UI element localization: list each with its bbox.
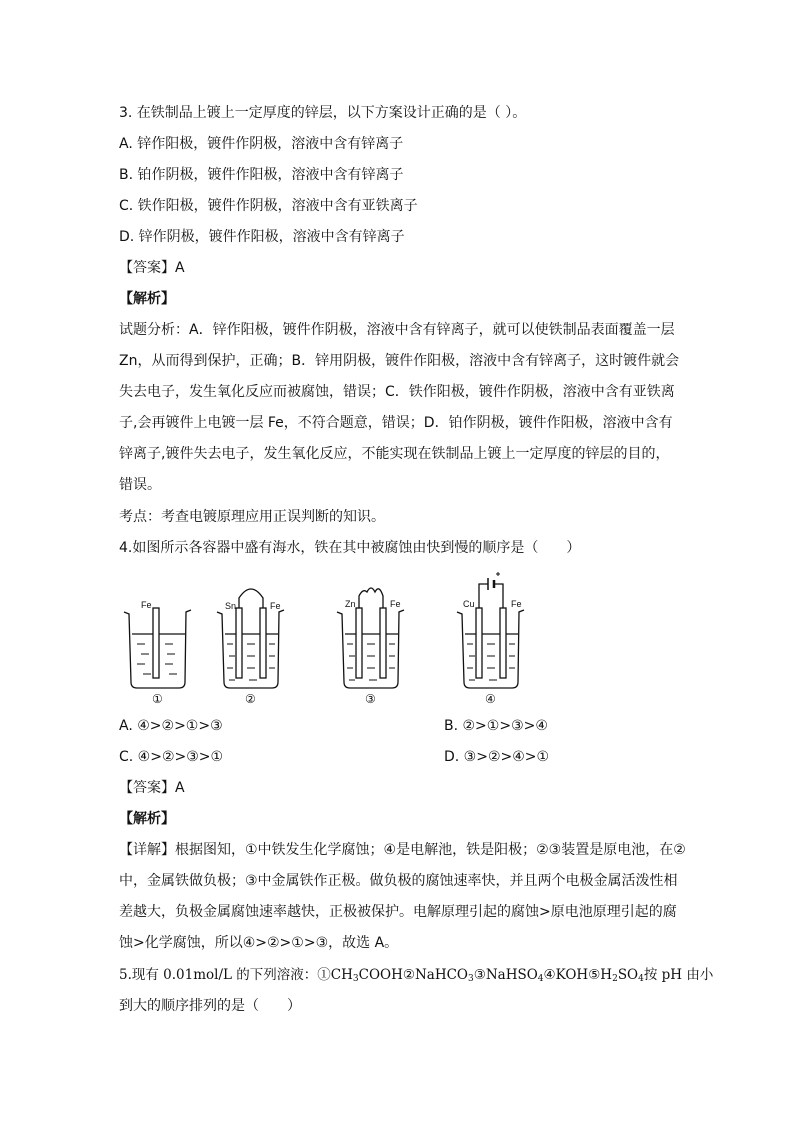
q3-analysis-title: 【解析】 (119, 291, 175, 307)
q5-sub: 4 (638, 974, 644, 984)
q4-analysis-body (119, 835, 686, 959)
b3-right-electrode-label: Fe (390, 599, 401, 609)
q4-stem: 4.如图所示各容器中盛有海水，铁在其中被腐蚀由快到慢的顺序是（ ） (119, 540, 581, 556)
beaker-2-label: ② (245, 692, 256, 706)
q4-option-d: D. ③>②>④>① (444, 749, 550, 765)
q3-analysis-line: 错误。 (119, 477, 161, 493)
beaker-1 (124, 608, 191, 688)
beaker-1-label: ① (152, 692, 163, 706)
q3-analysis-body (119, 315, 680, 501)
q4-analysis-line: 中，金属铁做负极；③中金属铁作正极。做负极的腐蚀速率快，并且两个电极金属活泼性相 (119, 873, 678, 889)
q5-sub: 3 (468, 974, 474, 984)
q4-analysis-title: 【解析】 (119, 811, 175, 827)
q3-kaodian: 考点：考查电镀原理应用正误判断的知识。 (119, 509, 385, 525)
q3-option-b: B. 铂作阴极，镀件作阳极，溶液中含有锌离子 (119, 167, 404, 183)
b4-right-electrode-label: Fe (511, 599, 522, 609)
q5-stem-part: 按 pH 由小 (643, 967, 714, 983)
q5-stem-line1 (119, 965, 713, 989)
q5-stem-part: COOH②NaHCO (358, 967, 468, 983)
b3-left-electrode-label: Zn (345, 599, 356, 609)
q4-option-a: A. ④>②>①>③ (119, 718, 223, 734)
q3-analysis-line: 试题分析：A．锌作阳极，镀件作阴极，溶液中含有锌离子，就可以使铁制品表面覆盖一层 (119, 322, 675, 338)
q5-sub: 4 (537, 974, 544, 984)
beaker-3-label: ③ (365, 692, 376, 706)
b4-left-electrode-label: Cu (463, 599, 475, 609)
q3-stem: 3. 在铁制品上镀上一定厚度的锌层，以下方案设计正确的是（ ）。 (119, 105, 527, 121)
beaker-4-label: ④ (485, 692, 496, 706)
q5-stem-prefix: 5.现有 0.01mol/L 的下列溶液：①CH (119, 967, 353, 983)
q5-stem-line2: 到大的顺序排列的是（ ） (119, 998, 301, 1014)
b2-left-electrode-label: Sn (225, 601, 237, 611)
q4-option-b: B. ②>①>③>④ (444, 718, 548, 734)
q5-stem-part: ③NaHSO (473, 967, 538, 983)
b2-right-electrode-label: Fe (270, 601, 281, 611)
q3-analysis-line: 失去电子，发生氧化反应而被腐蚀，错误；C．铁作阳极，镀件作阴极，溶液中含有亚铁离 (119, 384, 675, 400)
q5-sub: 2 (612, 974, 618, 984)
q4-option-c: C. ④>②>③>① (119, 749, 224, 765)
b1-electrode-label: Fe (141, 600, 152, 610)
battery-icon (488, 572, 500, 590)
q4-analysis-line: 【详解】根据图知，①中铁发生化学腐蚀；④是电解池，铁是阳极；②③装置是原电池，在② (119, 842, 686, 858)
q5-stem-part: ④KOH⑤H (543, 967, 613, 983)
q3-analysis-line: 锌离子,镀件失去电子，发生氧化反应，不能实现在铁制品上镀上一定厚度的锌层的目的， (119, 446, 670, 462)
q3-option-a: A. 锌作阳极，镀件作阴极，溶液中含有锌离子 (119, 136, 404, 152)
q3-option-c: C. 铁作阳极，镀件作阴极，溶液中含有亚铁离子 (119, 198, 418, 214)
q3-option-d: D. 锌作阴极，镀件作阳极，溶液中含有锌离子 (119, 229, 405, 245)
q5-sub: 3 (352, 974, 359, 984)
q4-answer: 【答案】A (119, 780, 185, 796)
q3-answer: 【答案】A (119, 260, 185, 276)
q4-analysis-line: 差越大，负极金属腐蚀速率越快，正极被保护。电解原理引起的腐蚀>原电池原理引起的腐 (119, 904, 677, 920)
q5-stem-part: SO (617, 967, 639, 983)
q3-analysis-line: 子,会再镀件上电镀一层 Fe，不符合题意，错误；D．铂作阴极，镀件作阳极，溶液中含有 (119, 415, 673, 431)
q4-analysis-line: 蚀>化学腐蚀，所以④>②>①>③，故选 A。 (119, 935, 399, 951)
corrosion-beakers-figure (119, 570, 539, 710)
beaker-4 (457, 572, 524, 688)
q3-analysis-line: Zn，从而得到保护，正确；B．锌用阴极，镀件作阳极，溶液中含有锌离子，这时镀件就会 (119, 353, 680, 369)
